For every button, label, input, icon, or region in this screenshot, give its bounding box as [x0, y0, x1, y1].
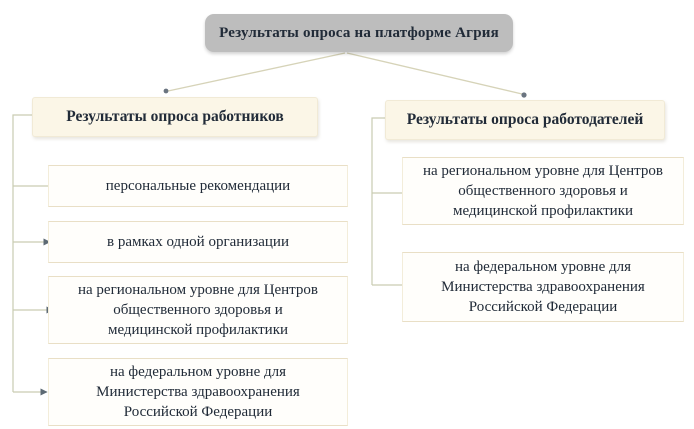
root-node: [205, 14, 513, 52]
root-node-label: Результаты опроса на платформе Агрия: [219, 24, 499, 41]
left-branch-item-label: персональные рекомендации: [105, 178, 291, 194]
left-branch-item-label: в рамках одной организации: [107, 234, 289, 250]
right-branch-item: [402, 157, 684, 225]
fan-arrow-dot-right: [521, 92, 526, 97]
left-branch-header-label: Результаты опроса работников: [66, 108, 284, 125]
left-branch-item-label: на федеральном уровне для Министерства здравоохранения Российской Федерации: [96, 364, 300, 420]
left-branch-header: [32, 97, 318, 137]
left-branch-item: [48, 276, 348, 344]
right-branch-header: [385, 100, 665, 140]
fan-connector: [168, 53, 522, 94]
right-branch-item-label: на региональном уровне для Центров общественного здоровья и медицинской профилактики: [422, 163, 664, 219]
left-branch-item: [48, 165, 348, 207]
right-branch-item-label: на федеральном уровне для Министерства здравоохранения Российской Федерации: [441, 259, 645, 315]
left-branch-item: [48, 221, 348, 263]
left-branch-item: [48, 358, 348, 426]
right-branch-item: [402, 252, 684, 322]
fan-arrow-dot-left: [164, 89, 169, 94]
left-branch-item-label: на региональном уровне для Центров общественного здоровья и медицинской профилактики: [77, 282, 319, 338]
right-branch-header-label: Результаты опроса работодателей: [406, 111, 644, 128]
